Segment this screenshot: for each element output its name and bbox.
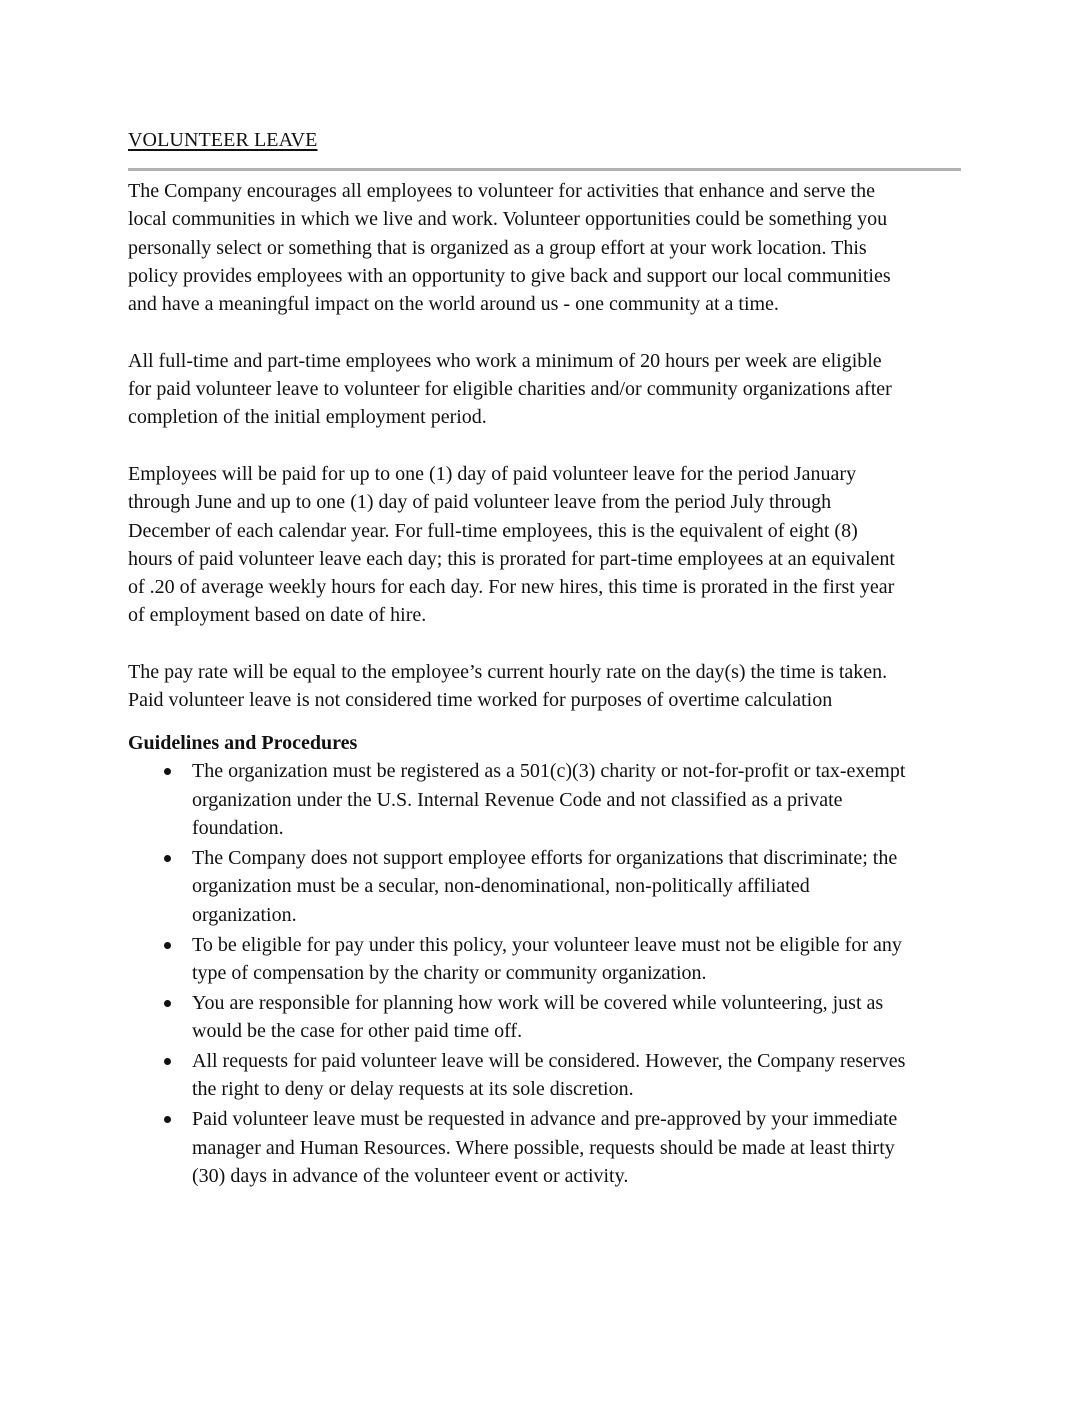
list-item-line: You are responsible for planning how work will be covered while volunteering, just as xyxy=(192,991,884,1014)
list-item-line: organization. xyxy=(192,903,297,926)
list-item-line: foundation. xyxy=(192,817,284,840)
paragraph-line: local communities in which we live and work. Volunteer opportunities could be something you xyxy=(128,208,888,231)
bullet-icon xyxy=(164,768,171,775)
list-item-line: organization must be a secular, non-denominational, non-politically affiliated xyxy=(192,875,810,898)
list-item-line: manager and Human Resources. Where possible, requests should be made at least thirty xyxy=(192,1136,895,1159)
paragraph-line: The Company encourages all employees to volunteer for activities that enhance and serve the xyxy=(128,180,875,202)
list-item xyxy=(128,989,963,1046)
paragraph-line: policy provides employees with an opportunity to give back and support our local communities xyxy=(128,264,891,287)
list-item-line: The Company does not support employee efforts for organizations that discriminate; the xyxy=(192,846,898,869)
paragraph-line: All full-time and part-time employees who work a minimum of 20 hours per week are eligible xyxy=(128,349,882,372)
guidelines-list xyxy=(128,757,963,1191)
paragraph-payment xyxy=(128,460,963,630)
list-item-line: The organization must be registered as a 501(c)(3) charity or not-for-profit or tax-exempt xyxy=(192,759,906,782)
list-item xyxy=(128,931,963,988)
list-item xyxy=(128,1047,963,1104)
bullet-icon xyxy=(164,1116,171,1123)
list-item xyxy=(128,757,963,843)
list-item-line: type of compensation by the charity or community organization. xyxy=(192,962,707,985)
paragraph-line: completion of the initial employment period. xyxy=(128,406,487,429)
paragraph-pay-rate xyxy=(128,658,963,715)
paragraph-line: of employment based on date of hire. xyxy=(128,604,427,627)
list-item-line: (30) days in advance of the volunteer event or activity. xyxy=(192,1165,629,1188)
bullet-icon xyxy=(164,855,171,862)
document-title: VOLUNTEER LEAVE xyxy=(128,129,318,151)
list-item-line: organization under the U.S. Internal Revenue Code and not classified as a private xyxy=(192,788,843,811)
paragraph-line: of .20 of average weekly hours for each day. For new hires, this time is prorated in the first year xyxy=(128,576,895,599)
paragraph-line: through June and up to one (1) day of paid volunteer leave from the period July through xyxy=(128,491,832,514)
paragraph-line: personally select or something that is organized as a group effort at your work location. This xyxy=(128,236,867,259)
paragraph-line: Paid volunteer leave is not considered time worked for purposes of overtime calculation xyxy=(128,689,833,712)
bullet-icon xyxy=(164,1058,171,1065)
list-item xyxy=(128,1105,963,1191)
bullet-icon xyxy=(164,942,171,949)
paragraph-line: and have a meaningful impact on the world around us - one community at a time. xyxy=(128,293,779,316)
paragraph-eligibility xyxy=(128,347,963,432)
list-item-line: To be eligible for pay under this policy, your volunteer leave must not be eligible for any xyxy=(192,933,902,956)
document-page xyxy=(128,126,963,1192)
list-item-line: would be the case for other paid time off. xyxy=(192,1020,523,1043)
guidelines-heading: Guidelines and Procedures xyxy=(128,731,358,754)
paragraph-line: for paid volunteer leave to volunteer for eligible charities and/or community organizations after xyxy=(128,378,892,401)
title-divider xyxy=(128,168,961,171)
paragraph-line: hours of paid volunteer leave each day; this is prorated for part-time employees at an equivalent xyxy=(128,547,895,570)
paragraph-line: The pay rate will be equal to the employee’s current hourly rate on the day(s) the time is taken. xyxy=(128,661,888,684)
paragraph-intro xyxy=(128,177,963,318)
list-item-line: All requests for paid volunteer leave will be considered. However, the Company reserves xyxy=(192,1049,906,1072)
list-item-line: Paid volunteer leave must be requested in advance and pre-approved by your immediate xyxy=(192,1108,898,1131)
paragraph-line: Employees will be paid for up to one (1) day of paid volunteer leave for the period January xyxy=(128,462,857,485)
paragraph-line: December of each calendar year. For full-time employees, this is the equivalent of eight (8) xyxy=(128,519,858,542)
list-item xyxy=(128,844,963,930)
list-item-line: the right to deny or delay requests at its sole discretion. xyxy=(192,1078,634,1101)
bullet-icon xyxy=(164,1000,171,1007)
